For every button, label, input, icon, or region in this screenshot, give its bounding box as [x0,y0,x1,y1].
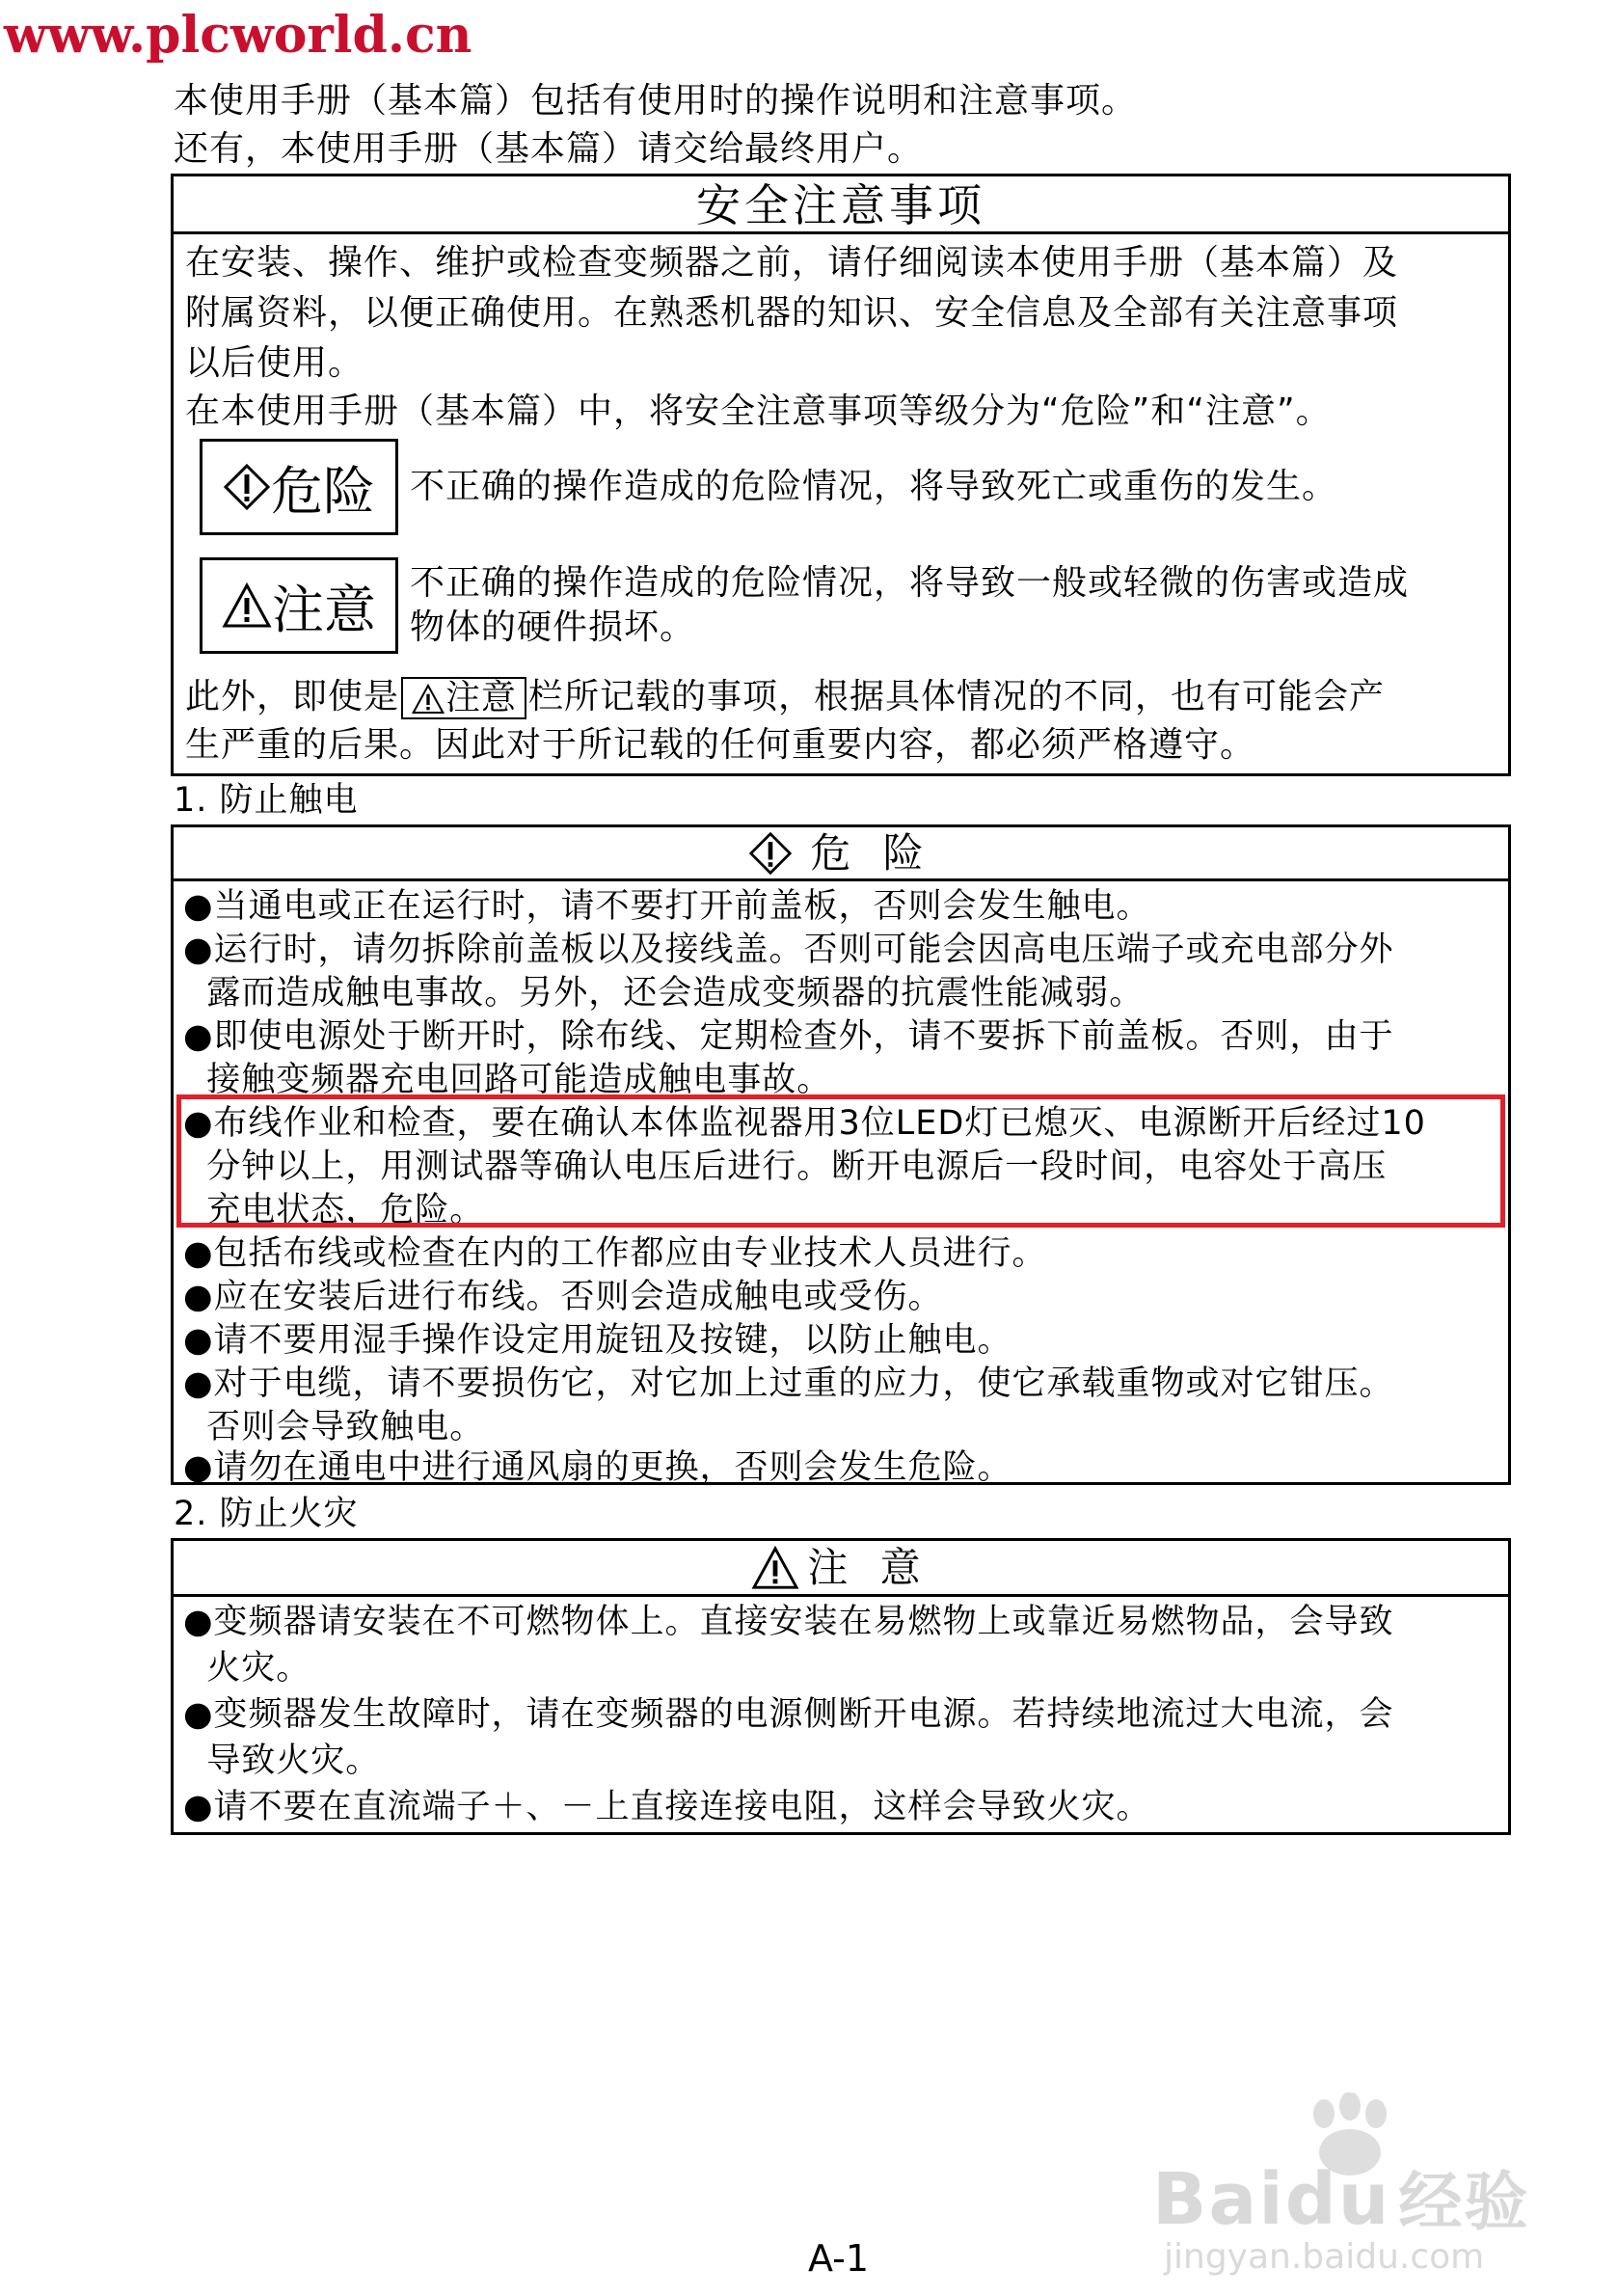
caution-label-box [200,557,398,654]
section1-heading: 1. 防止触电 [174,781,359,820]
sec2-line-4: 导致火灾。 [183,1742,381,1780]
caution-box-title-text: 注 意 [807,1543,930,1591]
sec1-line-13: 否则会导致触电。 [183,1408,485,1446]
caution-triangle-icon [222,582,272,629]
page-number: A-1 [808,2237,870,2280]
watermark-product: 经验 [1398,2165,1530,2239]
sec2-line-1: ●变频器请安装在不可燃物体上。直接安装在易燃物上或靠近易燃物品，会导致 [183,1603,1394,1641]
sec1-line-7: 分钟以上，用测试器等确认电压后进行。断开电源后一段时间，电容处于高压 [183,1148,1388,1186]
site-url[interactable]: www.plcworld.cn [4,6,472,65]
highlight-box [176,1094,1505,1228]
caution-desc-1: 不正确的操作造成的危险情况，将导致一般或轻微的伤害或造成 [410,563,1410,603]
safety-line-3: 以后使用。 [185,343,364,383]
safety-title: 安全注意事项 [174,176,1508,234]
sec2-line-5: ●请不要在直流端子＋、－上直接连接电阻，这样会导致火灾。 [183,1788,1151,1826]
sec1-line-1: ●当通电或正在运行时，请不要打开前盖板，否则会发生触电。 [183,887,1151,926]
sec1-line-14: ●请勿在通电中进行通风扇的更换，否则会发生危险。 [183,1448,1012,1487]
watermark-brand-2: du [1284,2158,1391,2241]
watermark-url: jingyan.baidu.com [1164,2237,1485,2277]
baidu-watermark [1152,2093,1557,2277]
danger-diamond-icon [223,463,271,511]
caution-triangle-title-icon [751,1546,799,1590]
sec1-line-11: ●请不要用湿手操作设定用旋钮及按键，以防止触电。 [183,1321,1012,1360]
sec1-line-2: ●运行时，请勿拆除前盖板以及接线盖。否则可能会因高电压端子或充电部分外 [183,931,1394,969]
danger-diamond-title-icon [748,831,793,876]
note-inline-label: 注意 [445,678,518,717]
caution-desc-2: 物体的硬件损坏。 [410,608,696,647]
danger-desc: 不正确的操作造成的危险情况，将导致死亡或重伤的发生。 [410,467,1338,506]
caution-box-title [174,1541,1508,1597]
caution-label: 注意 [272,579,376,640]
sec1-line-6: ●布线作业和检查，要在确认本体监视器用3位LED灯已熄灭、电源断开后经过10 [183,1104,1426,1143]
sec2-line-2: 火灾。 [183,1649,311,1688]
danger-label: 危险 [271,460,375,522]
note-prefix: 此外，即使是 [185,677,400,716]
safety-line-4: 在本使用手册（基本篇）中，将安全注意事项等级分为“危险”和“注意”。 [185,392,1332,431]
watermark-brand-1: Bai [1152,2158,1285,2241]
safety-note-line-1 [185,675,1385,719]
danger-box-title [174,827,1508,881]
danger-label-box [200,439,398,535]
sec1-line-3: 露而造成触电事故。另外，还会造成变频器的抗震性能减弱。 [183,974,1145,1013]
intro-line-1: 本使用手册（基本篇）包括有使用时的操作说明和注意事项。 [174,81,1138,121]
section2-heading: 2. 防止火灾 [174,1495,359,1533]
safety-line-2: 附属资料，以便正确使用。在熟悉机器的知识、安全信息及全部有关注意事项 [185,293,1399,333]
safety-note-line-2: 生严重的后果。因此对于所记载的任何重要内容，都必须严格遵守。 [185,725,1256,765]
sec1-line-10: ●应在安装后进行布线。否则会造成触电或受伤。 [183,1278,943,1316]
safety-line-1: 在安装、操作、维护或检查变频器之前，请仔细阅读本使用手册（基本篇）及 [185,243,1399,283]
sec1-line-9: ●包括布线或检查在内的工作都应由专业技术人员进行。 [183,1234,1047,1273]
sec1-line-4: ●即使电源处于断开时，除布线、定期检查外，请不要拆下前盖板。否则，由于 [183,1017,1394,1056]
note-suffix: 栏所记载的事项，根据具体情况的不同，也有可能会产 [528,677,1386,716]
note-inline-caution [401,677,526,719]
intro-line-2: 还有，本使用手册（基本篇）请交给最终用户。 [174,129,924,169]
sec1-line-5: 接触变频器充电回路可能造成触电事故。 [183,1061,832,1099]
sec1-line-8: 充电状态，危险。 [183,1191,485,1229]
watermark-brand [1152,2150,1529,2242]
caution-triangle-small-icon [411,684,445,715]
sec1-line-12: ●对于电缆，请不要损伤它，对它加上过重的应力，使它承载重物或对它钳压。 [183,1364,1394,1403]
danger-box-title-text: 危 险 [810,828,933,877]
sec2-line-3: ●变频器发生故障时，请在变频器的电源侧断开电源。若持续地流过大电流，会 [183,1695,1394,1734]
